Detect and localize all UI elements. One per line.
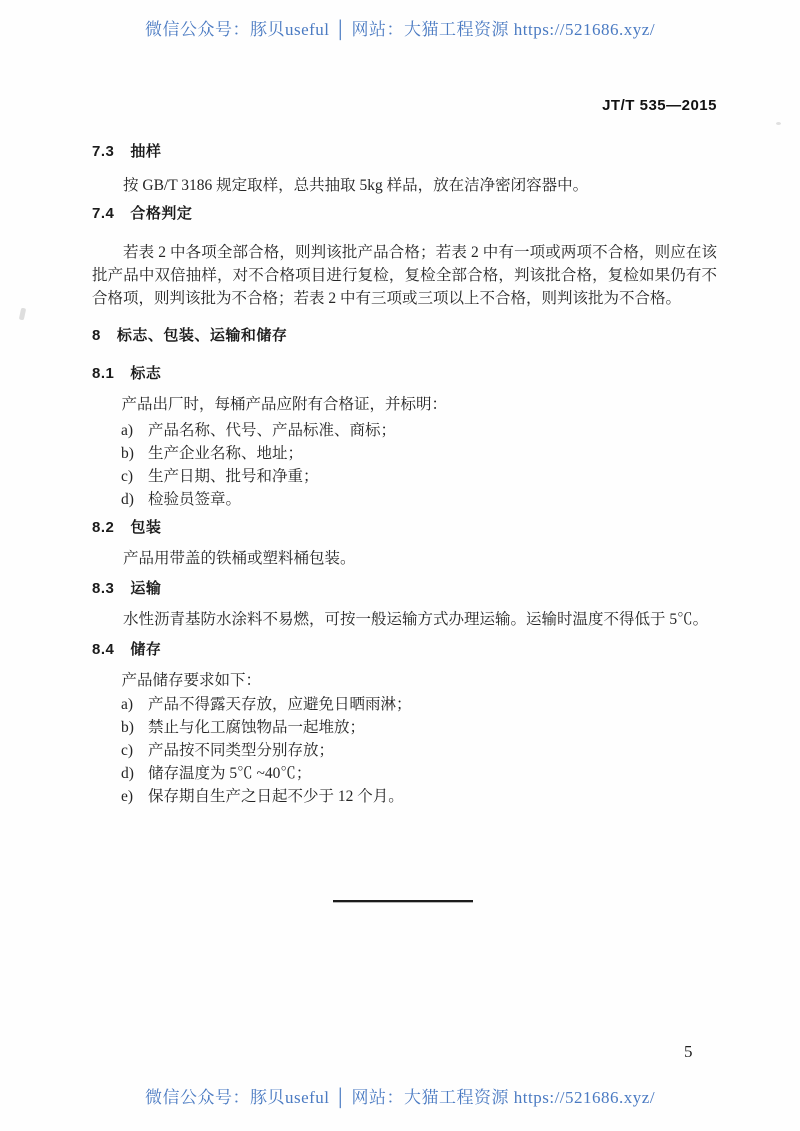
marking-list — [92, 419, 717, 511]
list-item-text: 产品名称、代号、产品标准、商标； — [148, 422, 397, 439]
section-heading-7-4 — [92, 205, 717, 223]
paragraph: 水性沥青基防水涂料不易燃，可按一般运输方式办理运输。运输时温度不得低于 5℃。 — [123, 611, 709, 628]
list-item-label: c) — [121, 468, 134, 485]
list-item — [92, 739, 717, 762]
section-title: 合格判定 — [130, 205, 193, 222]
list-item — [92, 762, 717, 785]
section-number: 7.3 — [92, 143, 115, 160]
list-item-label: c) — [121, 742, 134, 759]
list-item — [92, 693, 717, 716]
list-item-label: e) — [121, 788, 134, 805]
section-number: 8 — [92, 327, 101, 344]
section-number: 7.4 — [92, 205, 115, 222]
section-number: 8.2 — [92, 519, 115, 536]
paragraph: 产品用带盖的铁桶或塑料桶包装。 — [123, 550, 356, 567]
list-item — [92, 419, 717, 442]
section-number: 8.3 — [92, 580, 115, 597]
section-heading-8 — [92, 327, 717, 345]
list-item-label: a) — [121, 422, 134, 439]
paragraph: 按 GB/T 3186 规定取样，总共抽取 5kg 样品，放在洁净密闭容器中。 — [123, 177, 589, 194]
list-item-label: a) — [121, 696, 134, 713]
storage-list — [92, 693, 717, 808]
list-item — [92, 442, 717, 465]
section-heading-8-3 — [92, 580, 717, 598]
section-title: 运输 — [130, 580, 162, 597]
section-title: 标志 — [130, 365, 162, 382]
scan-artifact — [776, 122, 781, 125]
end-divider — [333, 900, 473, 902]
list-item-text: 保存期自生产之日起不少于 12 个月。 — [148, 788, 404, 805]
list-item-text: 储存温度为 5℃ ~40℃； — [148, 765, 312, 782]
list-item-label: d) — [121, 765, 134, 782]
section-heading-8-4 — [92, 641, 717, 659]
list-item — [92, 488, 717, 511]
section-title: 标志、包装、运输和储存 — [116, 327, 288, 344]
page-number: 5 — [684, 1042, 693, 1061]
list-item-text: 禁止与化工腐蚀物品一起堆放； — [148, 719, 366, 736]
section-heading-8-2 — [92, 519, 717, 537]
section-title: 储存 — [130, 641, 162, 658]
section-number: 8.1 — [92, 365, 115, 382]
list-item-text: 生产日期、批号和净重； — [148, 468, 319, 485]
paragraph: 若表 2 中各项全部合格，则判该批产品合格；若表 2 中有一项或两项不合格，则应在该批产品中双倍抽样，对不合格项目进行复检，复检全部合格，判该批合格，复检如果仍有不合格项，则判该批为不合格；若表 2 中有三项或三项以上不合格，则判该批为不合格。 — [92, 244, 717, 307]
list-item-text: 生产企业名称、地址； — [148, 445, 304, 462]
list-item-label: b) — [121, 719, 134, 736]
section-heading-7-3 — [92, 143, 717, 161]
list-item-text: 产品不得露天存放，应避免日晒雨淋； — [148, 696, 412, 713]
watermark-top: 微信公众号：豚贝useful │ 网站：大猫工程资源 https://521686.xyz/ — [144, 20, 656, 39]
list-item — [92, 465, 717, 488]
section-title: 包装 — [130, 519, 162, 536]
scan-artifact — [19, 308, 26, 321]
list-item — [92, 785, 717, 808]
paragraph: 产品储存要求如下： — [121, 672, 261, 689]
paragraph: 产品出厂时，每桶产品应附有合格证，并标明： — [121, 396, 447, 413]
list-item-label: b) — [121, 445, 134, 462]
list-item — [92, 716, 717, 739]
section-title: 抽样 — [130, 143, 162, 160]
list-item-text: 产品按不同类型分别存放； — [148, 742, 335, 759]
doc-number: JT/T 535—2015 — [602, 97, 717, 114]
list-item-label: d) — [121, 491, 134, 508]
list-item-text: 检验员签章。 — [148, 491, 242, 508]
section-heading-8-1 — [92, 365, 717, 383]
document-content — [92, 143, 717, 816]
watermark-bottom: 微信公众号：豚贝useful │ 网站：大猫工程资源 https://521686.xyz/ — [144, 1088, 656, 1107]
section-number: 8.4 — [92, 641, 115, 658]
